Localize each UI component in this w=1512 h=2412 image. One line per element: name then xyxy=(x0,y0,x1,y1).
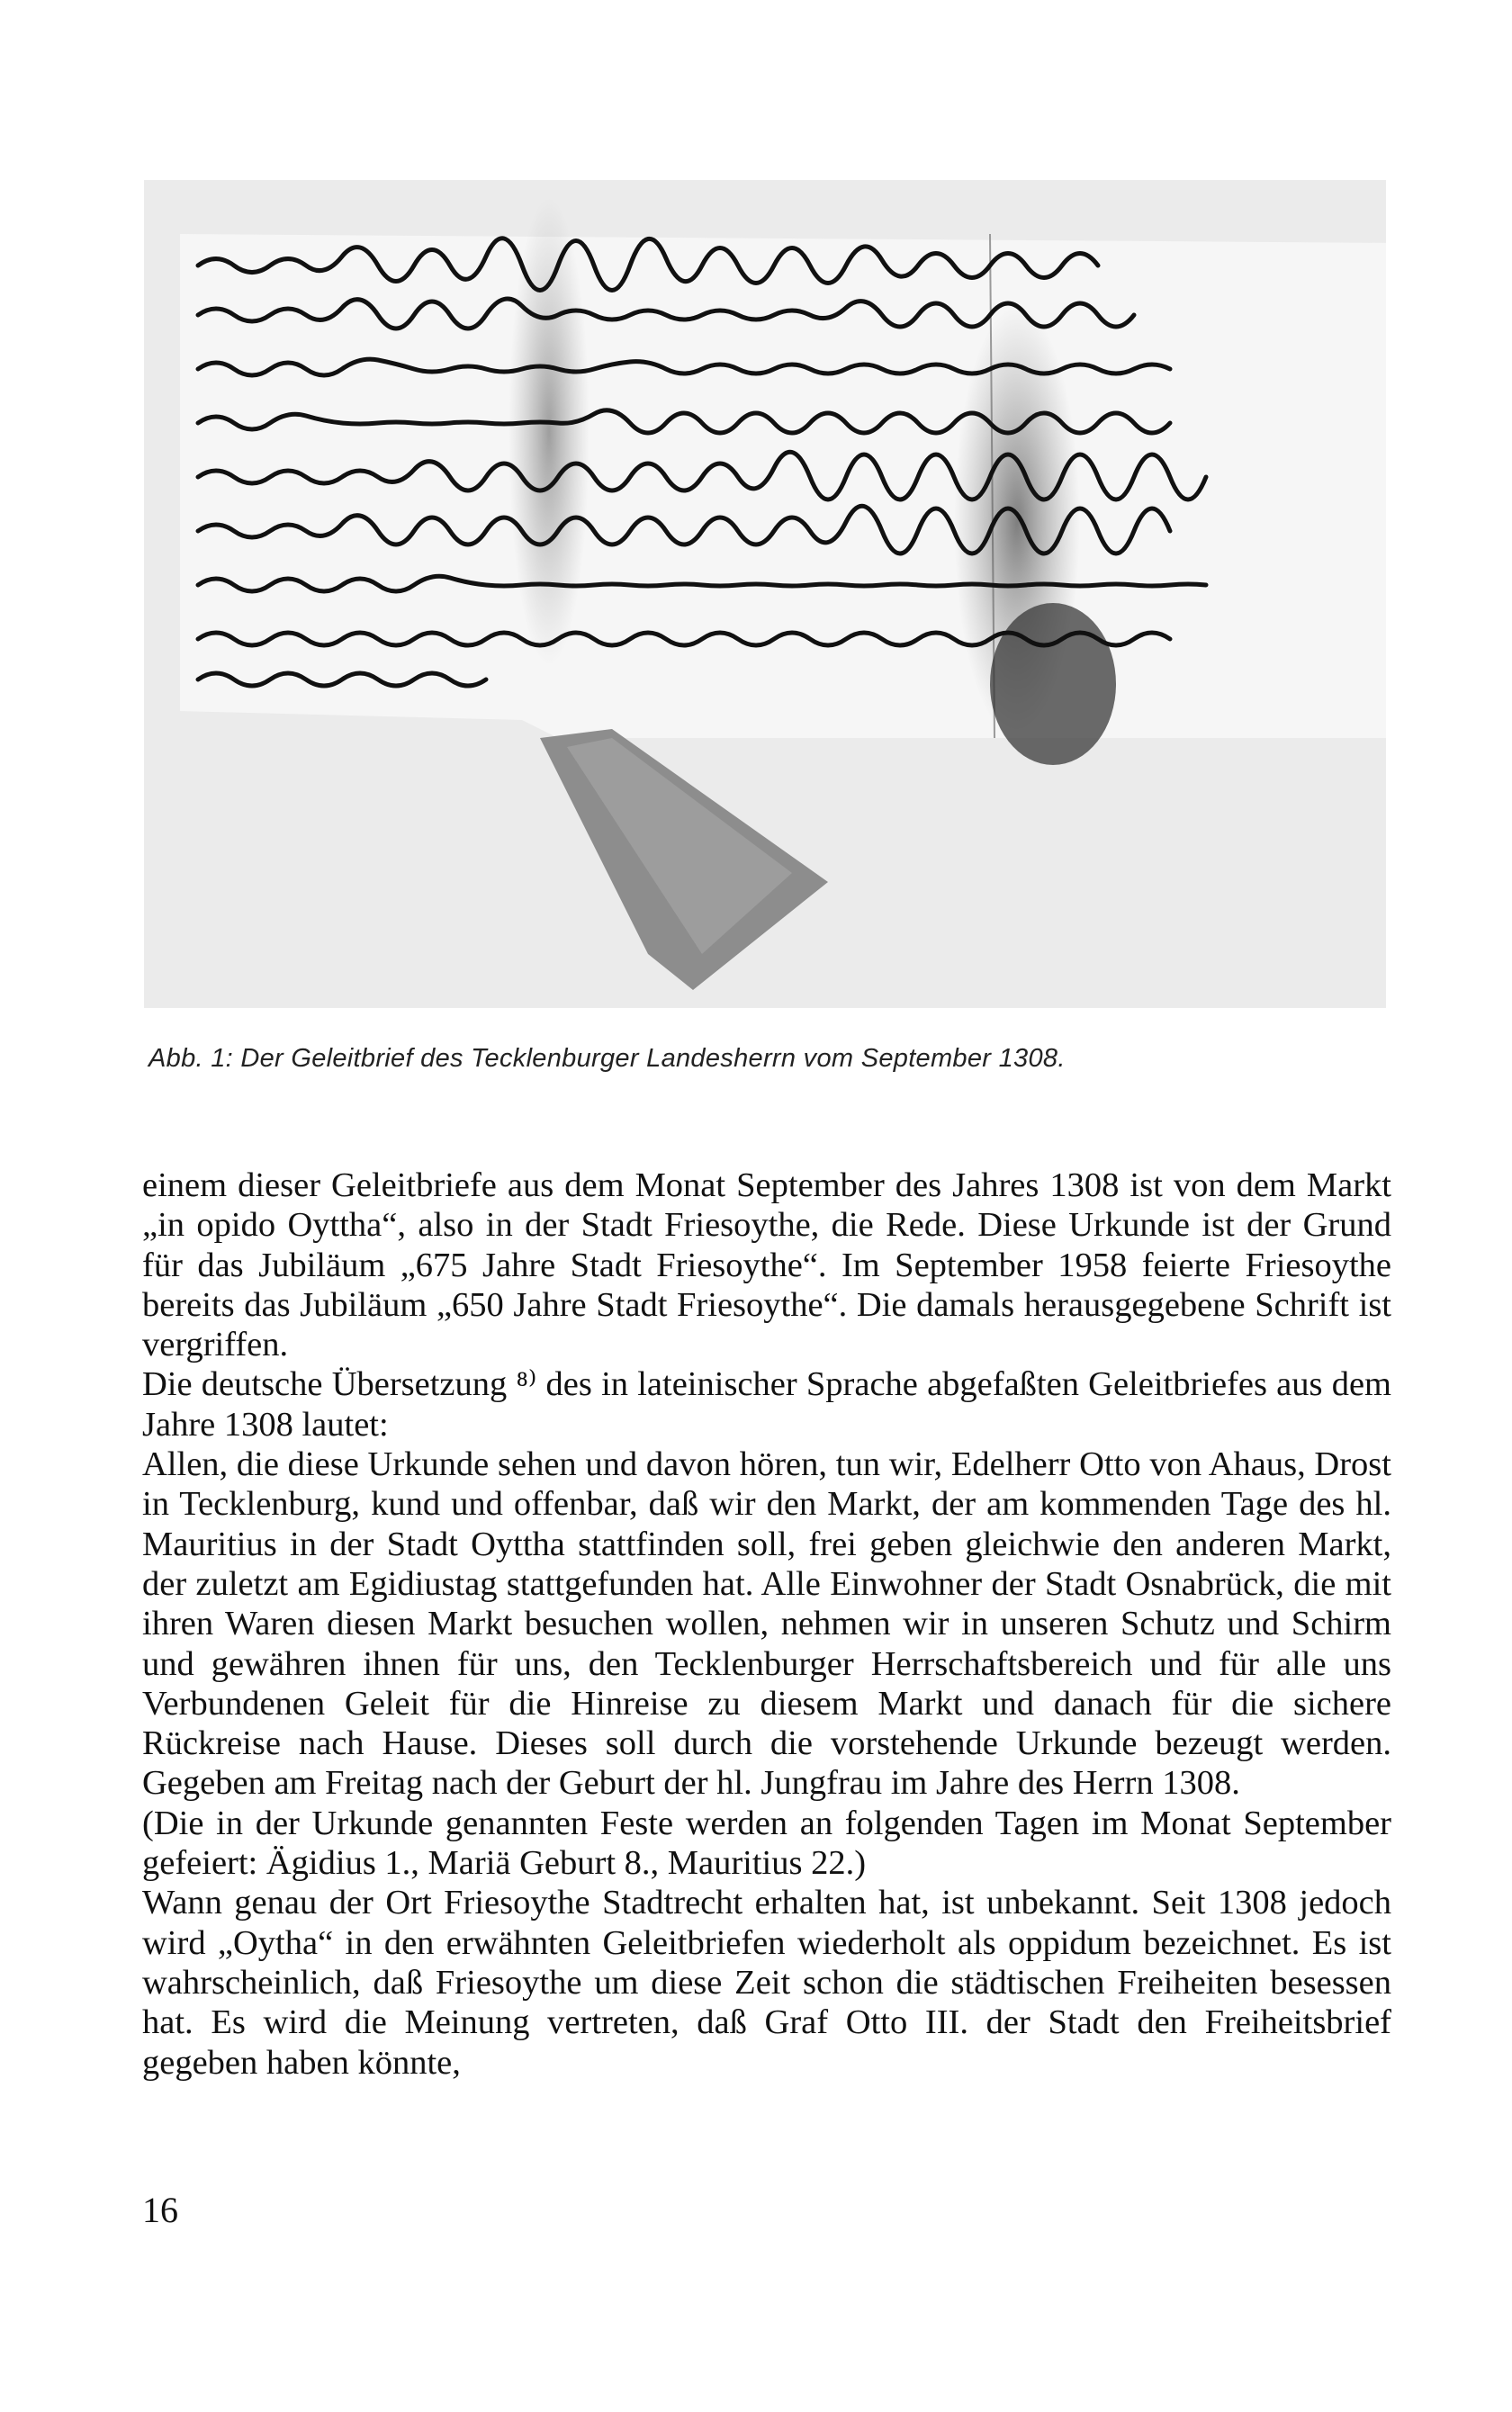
figure-caption: Abb. 1: Der Geleitbrief des Tecklenburger Landesherrn vom September 1308. xyxy=(148,1044,1066,1073)
manuscript-photo xyxy=(144,180,1386,1008)
paragraph: (Die in der Urkunde genannten Feste werden an folgenden Tagen im Monat September gefeiert: Ägidius 1., Mariä Geburt 8., Mauritius 22.) xyxy=(142,1804,1391,1883)
paragraph: Die deutsche Übersetzung ⁸⁾ des in lateinischer Sprache abgefaßten Geleitbriefes aus dem Jahre 1308 lautet: xyxy=(142,1365,1391,1444)
paragraph: einem dieser Geleitbriefe aus dem Monat September des Jahres 1308 ist von dem Markt „in opido Oyttha“, also in der Stadt Friesoythe, die Rede. Diese Urkunde ist der Grund für das Jubiläum „675 Jahre Stadt Friesoythe“. Im September 1958 feierte Friesoythe bereits das Jubiläum „650 Jahre Stadt Friesoythe“. Die damals herausgegebene Schrift ist vergriffen. xyxy=(142,1166,1391,1364)
page-number: 16 xyxy=(142,2190,178,2230)
paragraph: Wann genau der Ort Friesoythe Stadtrecht erhalten hat, ist unbekannt. Seit 1308 jedoch wird „Oytha“ in den erwähnten Geleitbriefen wiederholt als oppidum bezeichnet. Es ist wahrscheinlich, daß Friesoythe um diese Zeit schon die städtischen Freiheiten besessen hat. Es wird die Meinung vertreten, daß Graf Otto III. der Stadt den Freiheitsbrief gegeben haben könnte, xyxy=(142,1884,1391,2082)
paragraph: Allen, die diese Urkunde sehen und davon hören, tun wir, Edelherr Otto von Ahaus, Drost in Tecklenburg, kund und offenbar, daß wir den Markt, der am kommenden Tage des hl. Mauritius in der Stadt Oyttha stattfinden soll, frei geben gleichwie den anderen Markt, der zuletzt am Egidiustag stattgefunden hat. Alle Einwohner der Stadt Osnabrück, die mit ihren Waren diesen Markt besuchen wollen, nehmen wir in unseren Schutz und Schirm und gewähren ihnen für uns, den Tecklenburger Herrschaftsbereich und für alle uns Verbundenen Geleit für die Hinreise zu diesem Markt und danach für die sichere Rückreise nach Hause. Dieses soll durch die vorstehende Urkunde bezeugt werden. Gegeben am Freitag nach der Geburt der hl. Jungfrau im Jahre des Herrn 1308. xyxy=(142,1445,1391,1803)
manuscript-image xyxy=(144,180,1386,1008)
body-text xyxy=(142,1166,1391,2083)
